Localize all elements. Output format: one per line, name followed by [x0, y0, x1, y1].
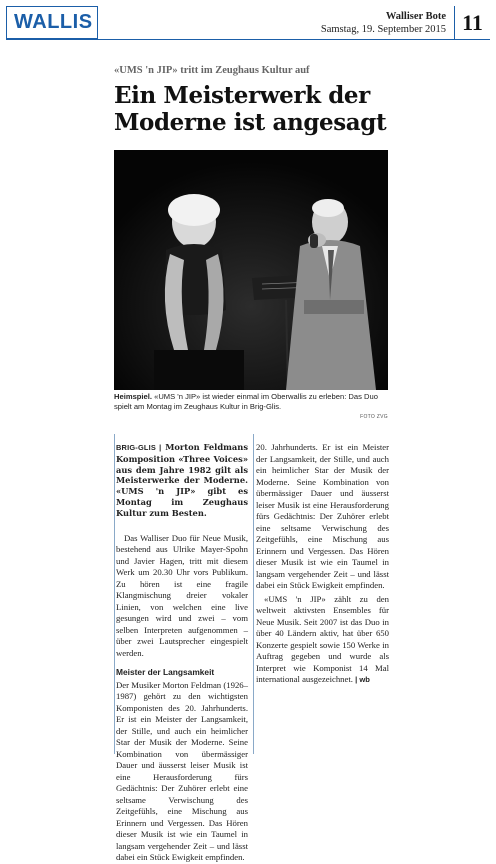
page-header: [6, 6, 490, 42]
article-column-1: [116, 442, 248, 863]
article-column-2: [256, 442, 389, 686]
article-kicker: «UMS 'n JIP» tritt im Zeughaus Kultur auf: [114, 65, 310, 76]
body-paragraph-2: Der Musiker Morton Feldman (1926–1987) gehört zu den wichtigsten Komponisten des 20. Jahrhunderts. Er ist ein Meister der Langsamkeit, der Stille, und auch ein heimlicher Star der Musik der Moderne. Seine Kombination von übermässiger Dauer und äusserst leiser Musik ist eine Herausforderung fürs Gedächtnis: Der Zuhörer erlebt eine seltsame Verwischung des Zeitgefühls, eine Mischung aus Erinnern und Vergessen. Das Hören dieser Musik ist wie ein Taumel in langsam vergehender Zeit – und lässt dabei ein Stück Ewigkeit empfinden.: [116, 679, 248, 863]
paragraph-3-text: «UMS 'n JIP» zählt zu den weltweit aktivsten Ensembles für Neue Musik. Seit 2007 ist das Duo in über 40 Ländern aktiv, hat über 650 Konzerte gespielt sowie 150 Werke in Auftrag gegeben und wurde als Interpret wie Komponist 14 Mal international ausgezeichnet.: [256, 593, 389, 684]
page-number: 11: [462, 9, 483, 35]
page-number-box: [454, 6, 490, 39]
body-paragraph-2-continued: 20. Jahrhunderts. Er ist ein Meister der Langsamkeit, der Stille, und auch ein heimlicher Star der Musik der Moderne. Seine Kombination von übermässiger Dauer und äusserst leiser Musik ist eine Herausforderung fürs Gedächtnis: Der Zuhörer erlebt eine seltsame Verwischung des Zeitgefühls, eine Mischung aus Erinnern und Vergessen. Das Hören dieser Musik ist wie ein Taumel in langsam vergehender Zeit – und lässt dabei ein Stück Ewigkeit empfinden.: [256, 442, 389, 590]
column-rule-left: [114, 434, 115, 754]
body-paragraph-3: [256, 594, 389, 686]
article-lead: [116, 442, 248, 519]
article-photo: [114, 150, 388, 390]
section-name: WALLIS: [14, 11, 93, 33]
paper-info: [321, 10, 446, 36]
header-rule: [6, 39, 490, 40]
duo-photo-illustration: [114, 150, 388, 390]
lead-text: Morton Feldmans Komposition «Three Voices» aus dem Jahre 1982 gilt als Meisterwerke der Moderne. «UMS 'n JIP» gibt es Montag im Zeughaus Kultur zum Besten.: [116, 442, 248, 518]
dateline: BRIG-GLIS |: [116, 443, 162, 452]
body-paragraph-1: Das Walliser Duo für Neue Musik, bestehend aus Ulrike Mayer-Spohn und Javier Hagen, tritt mit diesem Werk um 20.30 Uhr vors Publikum. Zu hören ist eine fragile Klangmischung dreier vokaler Linien, von welchen eine live gesungen wird und zwei – vom selben Interpreten aufgenommen – über zwei Lautsprecher eingespielt werden.: [116, 532, 248, 658]
author-tag: | wb: [352, 675, 370, 684]
issue-date: Samstag, 19. September 2015: [320, 24, 446, 35]
photo-credit: FOTO ZVG: [360, 414, 388, 420]
caption-text: «UMS 'n JIP» ist wieder einmal im Oberwallis zu erleben: Das Duo spielt am Montag im Zeughaus Kultur in Brig-Glis.: [114, 392, 378, 411]
caption-lead: Heimspiel.: [114, 392, 152, 401]
article-headline: Ein Meisterwerk der Moderne ist angesagt: [114, 82, 387, 136]
article-subhead: Meister der Langsamkeit: [116, 667, 215, 678]
column-rule-middle: [253, 434, 254, 754]
section-label: [6, 6, 98, 39]
photo-caption: [114, 392, 388, 412]
newspaper-name: Walliser Bote: [385, 11, 446, 22]
